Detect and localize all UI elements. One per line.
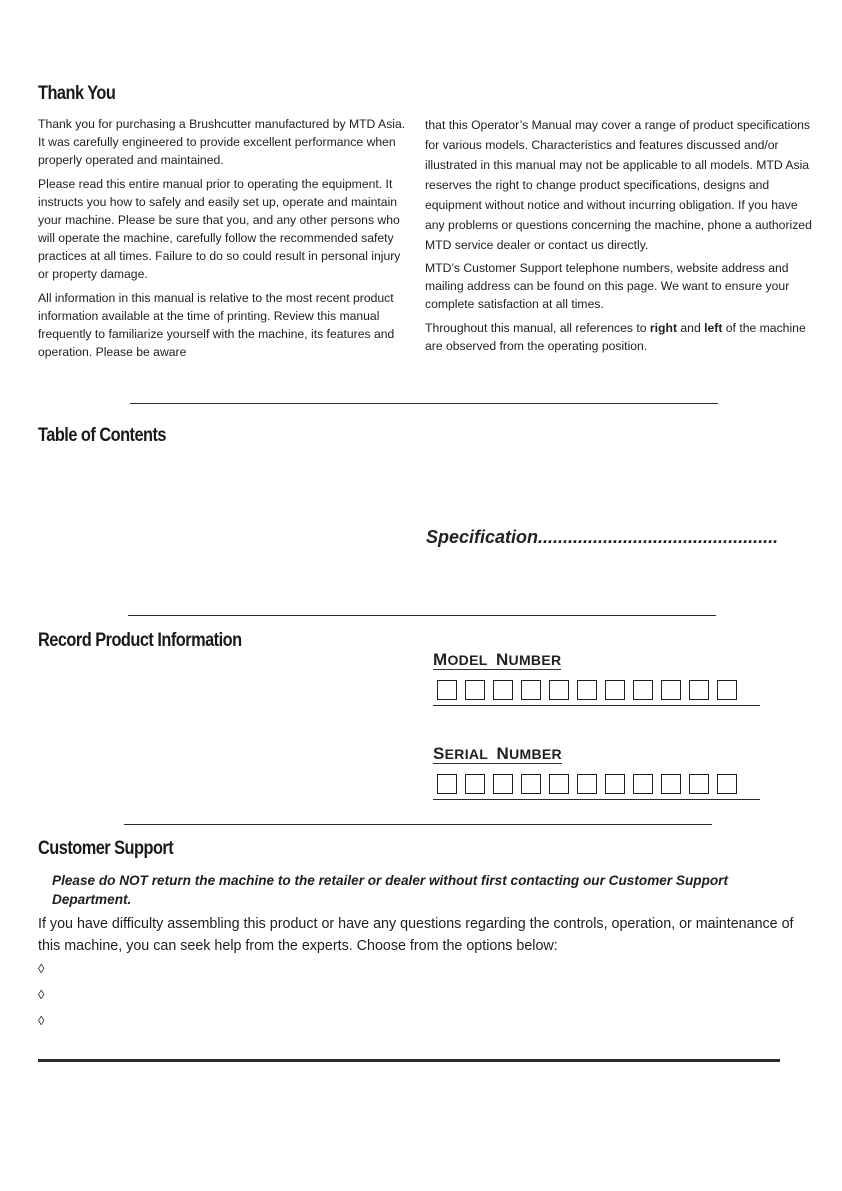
- record-heading: Record Product Information: [38, 630, 242, 651]
- section-divider-2: [128, 615, 716, 616]
- model-digit-box[interactable]: [633, 680, 653, 700]
- model-number-underline: [433, 705, 760, 706]
- support-option-2: [38, 987, 44, 1002]
- serial-number-underline: [433, 799, 760, 800]
- serial-digit-box[interactable]: [605, 774, 625, 794]
- toc-entry-specification[interactable]: Specification................................................: [426, 527, 779, 547]
- serial-digit-box[interactable]: [577, 774, 597, 794]
- thank-you-paragraph-5: MTD’s Customer Support telephone numbers, website address and mailing address can be found on this page. We want to ensure your complete satisfaction at all times.: [425, 261, 790, 311]
- serial-label-cap-2: N: [496, 744, 510, 763]
- support-heading: Customer Support: [38, 838, 174, 859]
- model-digit-box[interactable]: [577, 680, 597, 700]
- serial-number-boxes: [437, 774, 737, 794]
- model-label-cap-2: N: [495, 650, 509, 669]
- orientation-prefix: Throughout this manual, all references to: [425, 321, 650, 335]
- model-number-label: [433, 652, 561, 670]
- thank-you-paragraph-3: All information in this manual is relative to the most recent product information available at the time of printing. Review this manual frequently to familiarize yourself with the machine, its features and operation. Please be aware: [38, 291, 395, 359]
- serial-number-label: [433, 746, 562, 764]
- orientation-paragraph: [425, 319, 815, 355]
- serial-digit-box[interactable]: [633, 774, 653, 794]
- model-digit-box[interactable]: [437, 680, 457, 700]
- orientation-left-word: left: [704, 321, 723, 335]
- section-divider-1: [130, 403, 718, 404]
- model-label-rest-2: UMBER: [508, 652, 562, 668]
- support-option-3: [38, 1013, 44, 1028]
- bullet-icon: ◊: [38, 961, 45, 976]
- thank-you-paragraph-2: Please read this entire manual prior to operating the equipment. It instructs you how to safely and easily set up, operate and maintain your machine. Please be sure that you, and any other persons who will operate the machine, carefully follow the recommended safety practices at all times. Failure to do so could result in personal injury or property damage.: [38, 177, 401, 281]
- serial-digit-box[interactable]: [661, 774, 681, 794]
- section-divider-3: [124, 824, 712, 825]
- support-body: If you have difficulty assembling this product or have any questions regarding the controls, operation, or maintenance of this machine, you can seek help from the experts. Choose from the options below:: [38, 916, 794, 954]
- model-number-boxes: [437, 680, 737, 700]
- model-label-rest-1: ODEL: [447, 652, 488, 668]
- model-digit-box[interactable]: [717, 680, 737, 700]
- thank-you-left-column: [38, 115, 410, 367]
- model-digit-box[interactable]: [605, 680, 625, 700]
- model-digit-box[interactable]: [661, 680, 681, 700]
- toc-heading: Table of Contents: [38, 425, 167, 446]
- thank-you-paragraph-1: Thank you for purchasing a Brushcutter manufactured by MTD Asia. It was carefully engineered to provide excellent performance when properly operated and maintained.: [38, 117, 406, 167]
- serial-digit-box[interactable]: [717, 774, 737, 794]
- model-digit-box[interactable]: [549, 680, 569, 700]
- support-option-1: [38, 961, 44, 976]
- thank-you-heading: Thank You: [38, 83, 116, 104]
- serial-label-rest-2: UMBER: [509, 746, 562, 762]
- model-label-cap-1: M: [433, 650, 448, 669]
- orientation-right-word: right: [649, 321, 677, 335]
- serial-digit-box[interactable]: [493, 774, 513, 794]
- serial-digit-box[interactable]: [465, 774, 485, 794]
- serial-label-rest-1: ERIAL: [444, 746, 489, 762]
- model-digit-box[interactable]: [465, 680, 485, 700]
- model-digit-box[interactable]: [521, 680, 541, 700]
- bullet-icon: ◊: [38, 987, 45, 1002]
- thank-you-paragraph-4: that this Operator’s Manual may cover a range of product specifications for various models. Characteristics and features discussed and/or illustrated in this manual may not be applicable to all models. MTD Asia reserves the right to change product specifications, designs and equipment without notice and without incurring obligation. If you have any problems or questions concerning the machine, phone a authorized MTD service dealer or contact us directly.: [425, 118, 812, 252]
- serial-digit-box[interactable]: [689, 774, 709, 794]
- serial-digit-box[interactable]: [549, 774, 569, 794]
- orientation-suffix: of the machine are observed from the operating position.: [425, 321, 806, 353]
- support-note: Please do NOT return the machine to the retailer or dealer without first contacting our Customer Support Department.: [52, 873, 729, 907]
- orientation-and: and: [677, 321, 705, 335]
- footer-rule: [38, 1059, 780, 1062]
- thank-you-right-column: [425, 115, 815, 359]
- serial-digit-box[interactable]: [437, 774, 457, 794]
- bullet-icon: ◊: [38, 1013, 45, 1028]
- model-digit-box[interactable]: [689, 680, 709, 700]
- serial-label-cap-1: S: [433, 744, 445, 763]
- model-digit-box[interactable]: [493, 680, 513, 700]
- serial-digit-box[interactable]: [521, 774, 541, 794]
